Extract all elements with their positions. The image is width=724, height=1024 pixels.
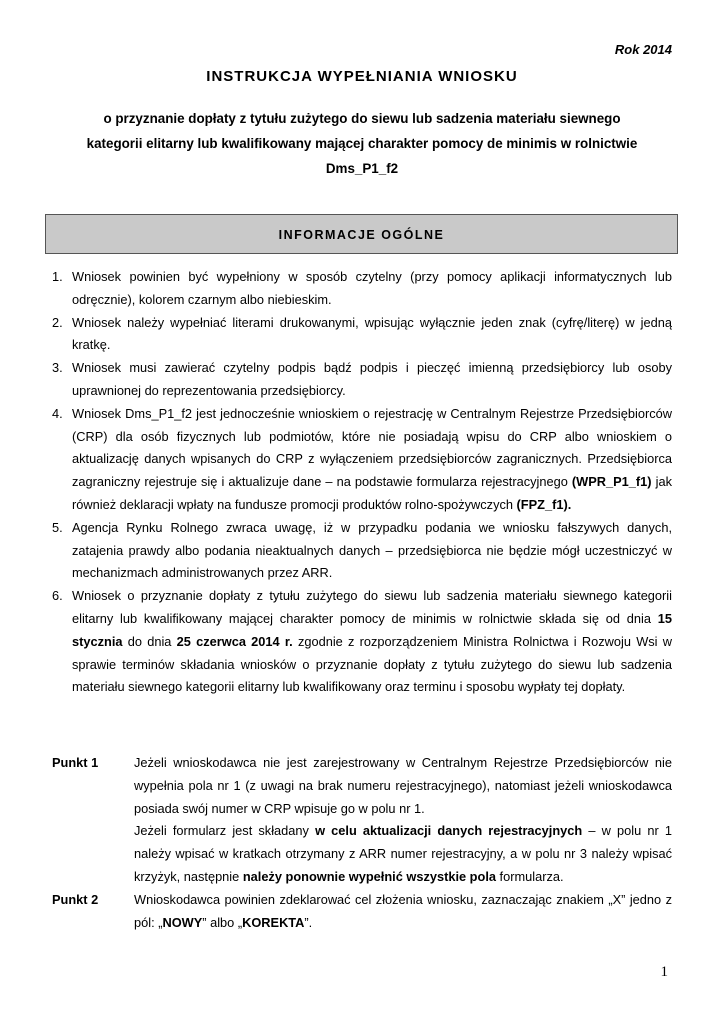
item-text: Wniosek musi zawierać czytelny podpis bądź podpis i pieczęć imienną przedsiębiorcy lub osoby uprawnionej do reprezentowania przedsiębiorcy. — [72, 360, 672, 398]
punkt-body — [134, 752, 672, 889]
punkt-body: Wnioskodawca powinien zdeklarować cel złożenia wniosku, zaznaczając znakiem „X” jedno z pól: „NOWY” albo „KOREKTA”. — [134, 891, 672, 930]
form-code-fpz: (FPZ_f1). — [516, 496, 572, 512]
bold-phrase: należy ponownie wypełnić wszystkie pola — [242, 868, 496, 884]
list-item — [40, 312, 672, 358]
punkt-label: Punkt 1 — [52, 755, 99, 770]
punkt-2 — [52, 889, 672, 935]
item-text: Wniosek o przyznanie dopłaty z tytułu zużytego do siewu lub sadzenia materiału siewnego kategorii elitarny lub kwalifikowany mającej charakter pomocy de minimis w rolnictwie składa się od dnia — [72, 588, 672, 626]
item-text: Wniosek powinien być wypełniony w sposób czytelny (przy pomocy aplikacji informatycznych lub odręcznie), kolorem czarnym albo niebieskim. — [72, 269, 672, 307]
form-code: Dms_P1_f2 — [325, 161, 399, 176]
item-text: jak również deklaracji wpłaty na fundusze promocji produktów rolno-spożywczych — [72, 474, 672, 512]
document-subtitle — [40, 106, 684, 181]
field-instructions — [52, 752, 672, 934]
item-text: zgodnie z rozporządzeniem Ministra Rolnictwa i Rozwoju Wsi w sprawie terminów składania wniosków o przyznanie dopłaty z tytułu zużytego do siewu lub sadzenia materiału siewnego kategorii elitarny lub kwalifikowany oraz terminu i sposobu wypłaty tej dopłaty. — [72, 633, 672, 695]
document-year: Rok 2014 — [614, 42, 672, 57]
list-item — [40, 357, 672, 403]
list-item — [40, 266, 672, 312]
bold-phrase: w celu aktualizacji danych rejestracyjnych — [315, 823, 583, 839]
section-heading-general-info: INFORMACJE OGÓLNE — [45, 214, 678, 254]
punkt-1 — [52, 752, 672, 889]
list-item — [40, 585, 672, 699]
page-number: 1 — [660, 964, 668, 980]
punkt-label: Punkt 2 — [52, 891, 99, 907]
item-number: 1. — [52, 269, 63, 284]
subtitle-line: o przyznanie dopłaty z tytułu zużytego do siewu lub sadzenia materiału siewnego — [103, 111, 621, 126]
list-item — [40, 403, 672, 517]
general-info-list — [40, 266, 672, 699]
punkt-paragraph: Jeżeli formularz jest składany w celu aktualizacji danych rejestracyjnych – w polu nr 1 należy wpisać w kratkach otrzymany z ARR numer rejestracyjny, a w polu nr 3 należy wpisać krzyżyk, następnie należy ponownie wypełnić wszystkie pola formularza. — [134, 823, 672, 884]
item-text: Wniosek należy wypełniać literami drukowanymi, wpisując wyłącznie jeden znak (cyfrę/literę) w jedną kratkę. — [72, 314, 672, 353]
item-number: 6. — [52, 588, 63, 604]
item-number: 3. — [52, 360, 63, 376]
punkt-paragraph: Jeżeli wnioskodawca nie jest zarejestrowany w Centralnym Rejestrze Przedsiębiorców nie wypełnia pola nr 1 (z uwagi na brak numeru rejestracyjnego), natomiast jeżeli wnioskodawca posiada swój numer w CRP wpisuje go w polu nr 1. — [134, 755, 672, 816]
start-date: 15 stycznia — [72, 610, 672, 649]
subtitle-line: kategorii elitarny lub kwalifikowany mającej charakter pomocy de minimis w rolnictwie — [86, 136, 638, 151]
item-text: Wniosek Dms_P1_f2 jest jednocześnie wnioskiem o rejestrację w Centralnym Rejestrze Przedsiębiorców (CRP) dla osób fizycznych lub podmiotów, które nie posiadają wpisu do CRP albo wnioskiem o aktualizację danych wpisanych do CRP z wyłączeniem przedsiębiorców zagranicznych. Przedsiębiorca zagraniczny rejestruje się i aktualizuje dane – na podstawie formularza rejestracyjnego — [72, 405, 672, 490]
list-item — [40, 517, 672, 585]
item-number: 5. — [52, 519, 63, 535]
document-title: INSTRUKCJA WYPEŁNIANIA WNIOSKU — [206, 68, 518, 85]
option-korekta: KOREKTA — [242, 914, 305, 930]
option-nowy: NOWY — [162, 914, 203, 930]
item-number: 4. — [52, 405, 63, 421]
end-date: 25 czerwca 2014 r. — [176, 633, 293, 649]
item-text: do dnia — [122, 633, 177, 649]
item-number: 2. — [52, 314, 63, 330]
form-code-wpr: (WPR_P1_f1) — [571, 474, 652, 490]
item-text: Agencja Rynku Rolnego zwraca uwagę, iż w przypadku podania we wniosku fałszywych danych, zatajenia prawdy albo podania nieaktualnych danych – przedsiębiorca nie będzie mógł uczestniczyć w mechanizmach administrowanych przez ARR. — [72, 519, 672, 581]
